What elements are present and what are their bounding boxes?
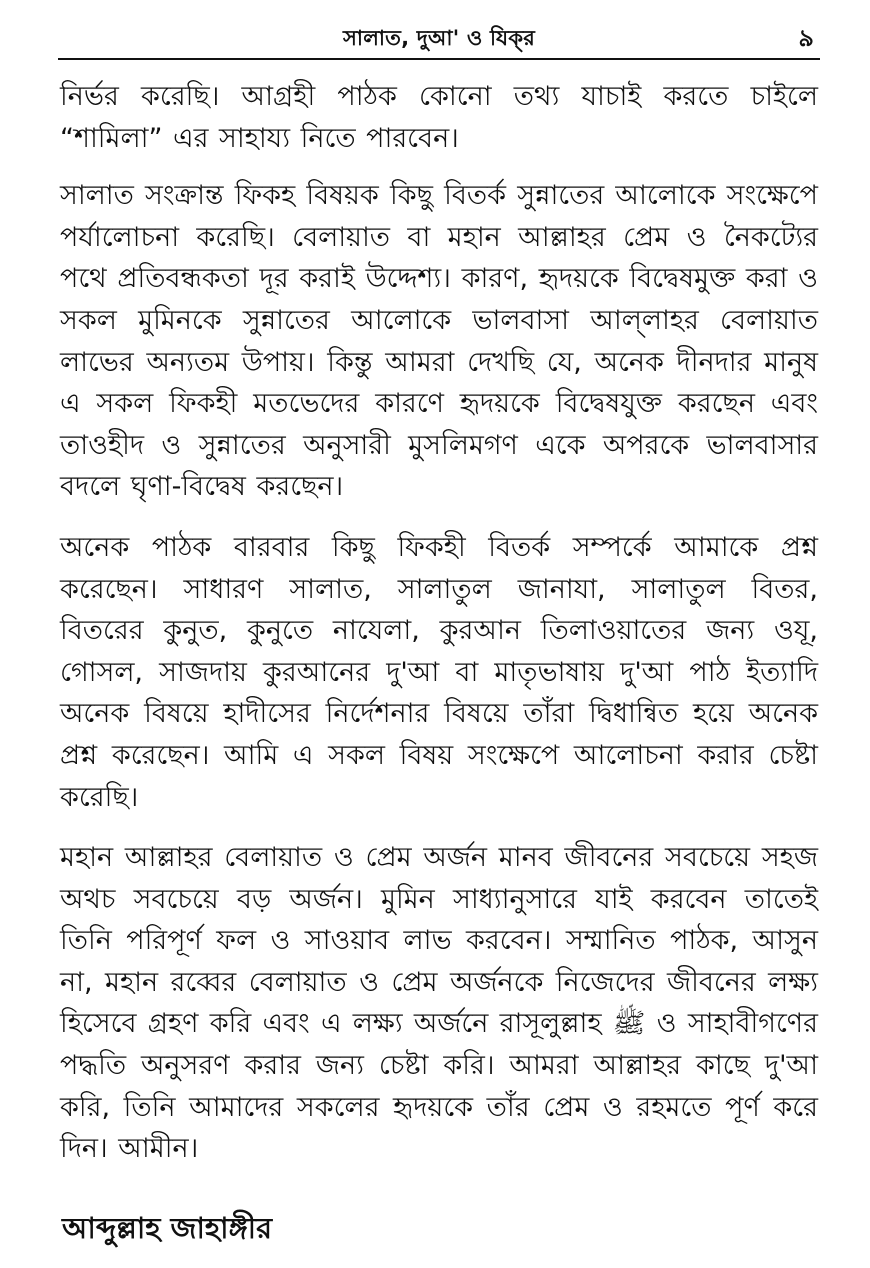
page-number: ৯ bbox=[798, 24, 814, 52]
header-title: সালাত, দুআ' ও যিক্‌র bbox=[343, 26, 535, 50]
paragraph-4: মহান আল্লাহর বেলায়াত ও প্রেম অর্জন মানব জীবনের সবচেয়ে সহজ অথচ সবচেয়ে বড় অর্জন। মুমিন সাধ্যানুসারে যাই করবেন তাতেই তিনি পরিপূর্ণ ফল ও সাওয়াব লাভ করবেন। সম্মানিত পাঠক, আসুন না, মহান রব্বের বেলায়াত ও প্রেম অর্জনকে নিজেদের জীবনের লক্ষ্য হিসেবে গ্রহণ করি এবং এ লক্ষ্য অর্জনে রাসূলুল্লাহ ﷺ ও সাহাবীগণের পদ্ধতি অনুসরণ করার জন্য চেষ্টা করি। আমরা আল্লাহর কাছে দু'আ করি, তিনি আমাদের সকলের হৃদয়কে তাঁর প্রেম ও রহমতে পূর্ণ করে দিন। আমীন। bbox=[60, 842, 818, 1165]
paragraph-1: নির্ভর করেছি। আগ্রহী পাঠক কোনো তথ্য যাচাই করতে চাইলে “শামিলা” এর সাহায্য নিতে পারবেন। bbox=[60, 81, 818, 154]
body-text bbox=[60, 76, 818, 1170]
running-header bbox=[58, 0, 820, 60]
paragraph-3: অনেক পাঠক বারবার কিছু ফিকহী বিতর্ক সম্পর্কে আমাকে প্রশ্ন করেছেন। সাধারণ সালাত, সালাতুল জানাযা, সালাতুল বিতর, বিতরের কুনুত, কুনুতে নাযেলা, কুরআন তিলাওয়াতের জন্য ওযূ, গোসল, সাজদায় কুরআনের দু'আ বা মাতৃভাষায় দু'আ পাঠ ইত্যাদি অনেক বিষয়ে হাদীসের নির্দেশনার বিষয়ে তাঁরা দ্বিধান্বিত হয়ে অনেক প্রশ্ন করেছেন। আমি এ সকল বিষয় সংক্ষেপে আলোচনা করার চেষ্টা করেছি। bbox=[60, 531, 818, 813]
author-signature: আব্দুল্লাহ জাহাঙ্গীর bbox=[62, 1211, 273, 1245]
paragraph-2: সালাত সংক্রান্ত ফিকহ বিষয়ক কিছু বিতর্ক সুন্নাতের আলোকে সংক্ষেপে পর্যালোচনা করেছি। বেলায়াত বা মহান আল্লাহর প্রেম ও নৈকট্যের পথে প্রতিবন্ধকতা দূর করাই উদ্দেশ্য। কারণ, হৃদয়কে বিদ্বেষমুক্ত করা ও সকল মুমিনকে সুন্নাতের আলোকে ভালবাসা আল্‌লাহর বেলায়াত লাভের অন্যতম উপায়। কিন্তু আমরা দেখছি যে, অনেক দীনদার মানুষ এ সকল ফিকহী মতভেদের কারণে হৃদয়কে বিদ্বেষযুক্ত করছেন এবং তাওহীদ ও সুন্নাতের অনুসারী মুসলিমগণ একে অপরকে ভালবাসার বদলে ঘৃণা-বিদ্বেষ করছেন। bbox=[60, 180, 818, 503]
